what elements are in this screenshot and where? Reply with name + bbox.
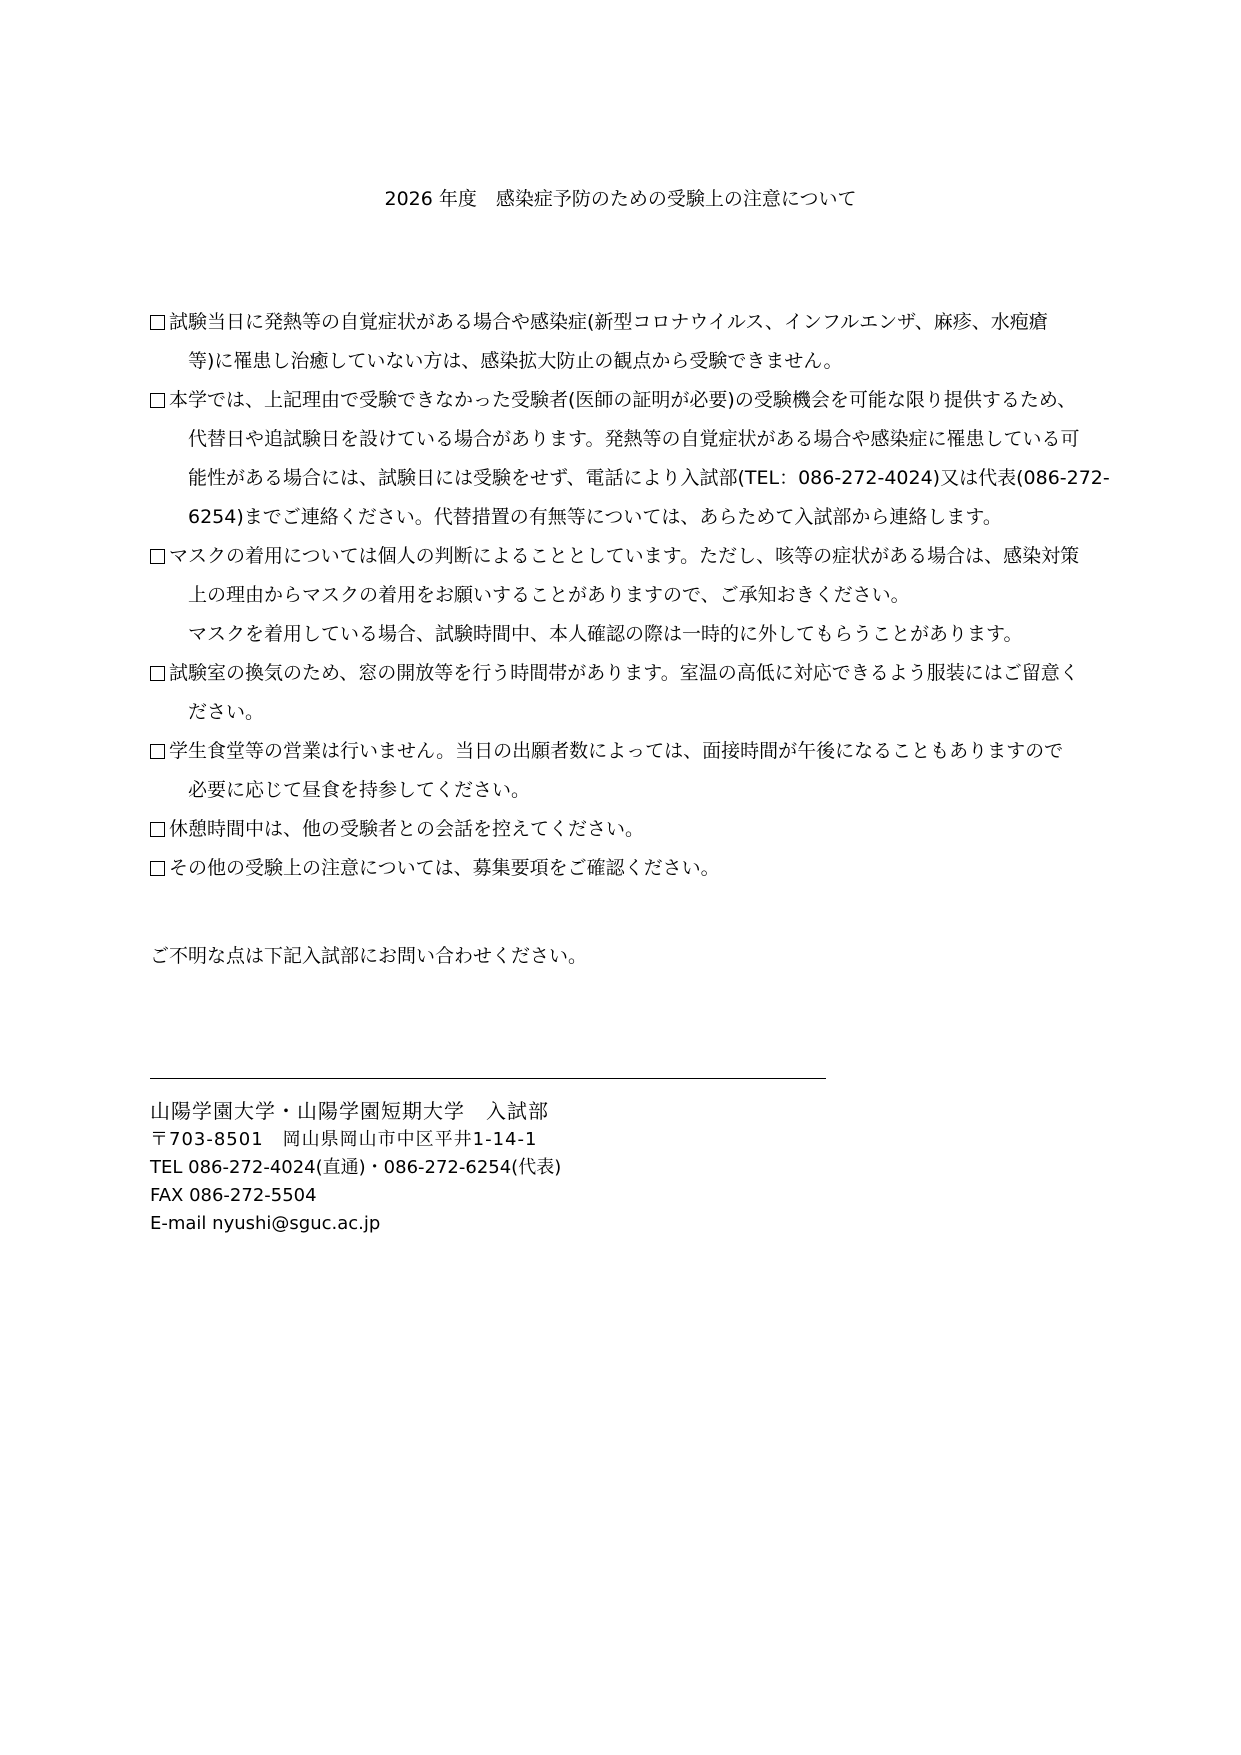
notice-line: 必要に応じて昼食を持参してください。	[188, 779, 531, 801]
notice-line: 能性がある場合には、試験日には受験をせず、電話により入試部(TEL：086-272-4024)又は代表(086-272-	[188, 467, 1110, 489]
notice-line: 本学では、上記理由で受験できなかった受験者(医師の証明が必要)の受験機会を可能な限り提供するため、	[169, 389, 1077, 411]
contact-note: ご不明な点は下記入試部にお問い合わせください。	[150, 945, 588, 967]
notice-item	[150, 654, 1110, 732]
notice-line: 試験室の換気のため、窓の開放等を行う時間帯があります。室温の高低に対応できるよう服装にはご留意く	[169, 662, 1079, 684]
notice-item	[150, 810, 1110, 849]
contact-footer	[150, 1096, 561, 1238]
office-name: 山陽学園大学・山陽学園短期大学 入試部	[150, 1099, 549, 1123]
checkbox-icon	[150, 861, 165, 876]
notice-item	[150, 303, 1110, 381]
notice-line: 代替日や追試験日を設けている場合があります。発熱等の自覚症状がある場合や感染症に罹患している可	[188, 428, 1080, 450]
notice-text	[169, 381, 1110, 537]
notice-line: 学生食堂等の営業は行いません。当日の出願者数によっては、面接時間が午後になることもありますので	[169, 740, 1064, 762]
notice-text	[169, 849, 1110, 888]
notice-text	[169, 810, 1110, 849]
notice-line: 等)に罹患し治癒していない方は、感染拡大防止の観点から受験できません。	[188, 350, 843, 372]
notice-item	[150, 381, 1110, 537]
divider	[150, 1078, 826, 1079]
notice-line: 上の理由からマスクの着用をお願いすることがありますので、ご承知おきください。	[188, 584, 910, 606]
checkbox-icon	[150, 315, 165, 330]
fax-number: FAX 086-272-5504	[150, 1185, 317, 1206]
notice-item	[150, 732, 1110, 810]
document-title: 2026 年度 感染症予防のための受験上の注意について	[384, 188, 857, 210]
checkbox-icon	[150, 549, 165, 564]
notice-text	[169, 732, 1110, 810]
notice-line: 6254)までご連絡ください。代替措置の有無等については、あらためて入試部から連絡します。	[188, 506, 1002, 528]
notice-line: ださい。	[188, 701, 265, 723]
email-address: E-mail nyushi@sguc.ac.jp	[150, 1213, 381, 1234]
postal-address: 〒703-8501 岡山県岡山市中区平井1-14-1	[150, 1129, 538, 1150]
notice-line: 休憩時間中は、他の受験者との会話を控えてください。	[169, 818, 645, 840]
notice-list	[150, 303, 1110, 888]
phone-numbers: TEL 086-272-4024(直通)・086-272-6254(代表)	[150, 1157, 562, 1178]
notice-line: マスクの着用については個人の判断によることとしています。ただし、咳等の症状がある場合は、感染対策	[169, 545, 1080, 567]
notice-item	[150, 537, 1110, 654]
notice-line: その他の受験上の注意については、募集要項をご確認ください。	[169, 857, 720, 879]
checkbox-icon	[150, 393, 165, 408]
notice-text	[169, 654, 1110, 732]
checkbox-icon	[150, 822, 165, 837]
notice-line: マスクを着用している場合、試験時間中、本人確認の際は一時的に外してもらうことがあります。	[188, 623, 1023, 645]
checkbox-icon	[150, 744, 165, 759]
notice-line: 試験当日に発熱等の自覚症状がある場合や感染症(新型コロナウイルス、インフルエンザ、麻疹、水疱瘡	[169, 311, 1048, 333]
checkbox-icon	[150, 666, 165, 681]
notice-item	[150, 849, 1110, 888]
notice-text	[169, 537, 1110, 654]
notice-text	[169, 303, 1110, 381]
